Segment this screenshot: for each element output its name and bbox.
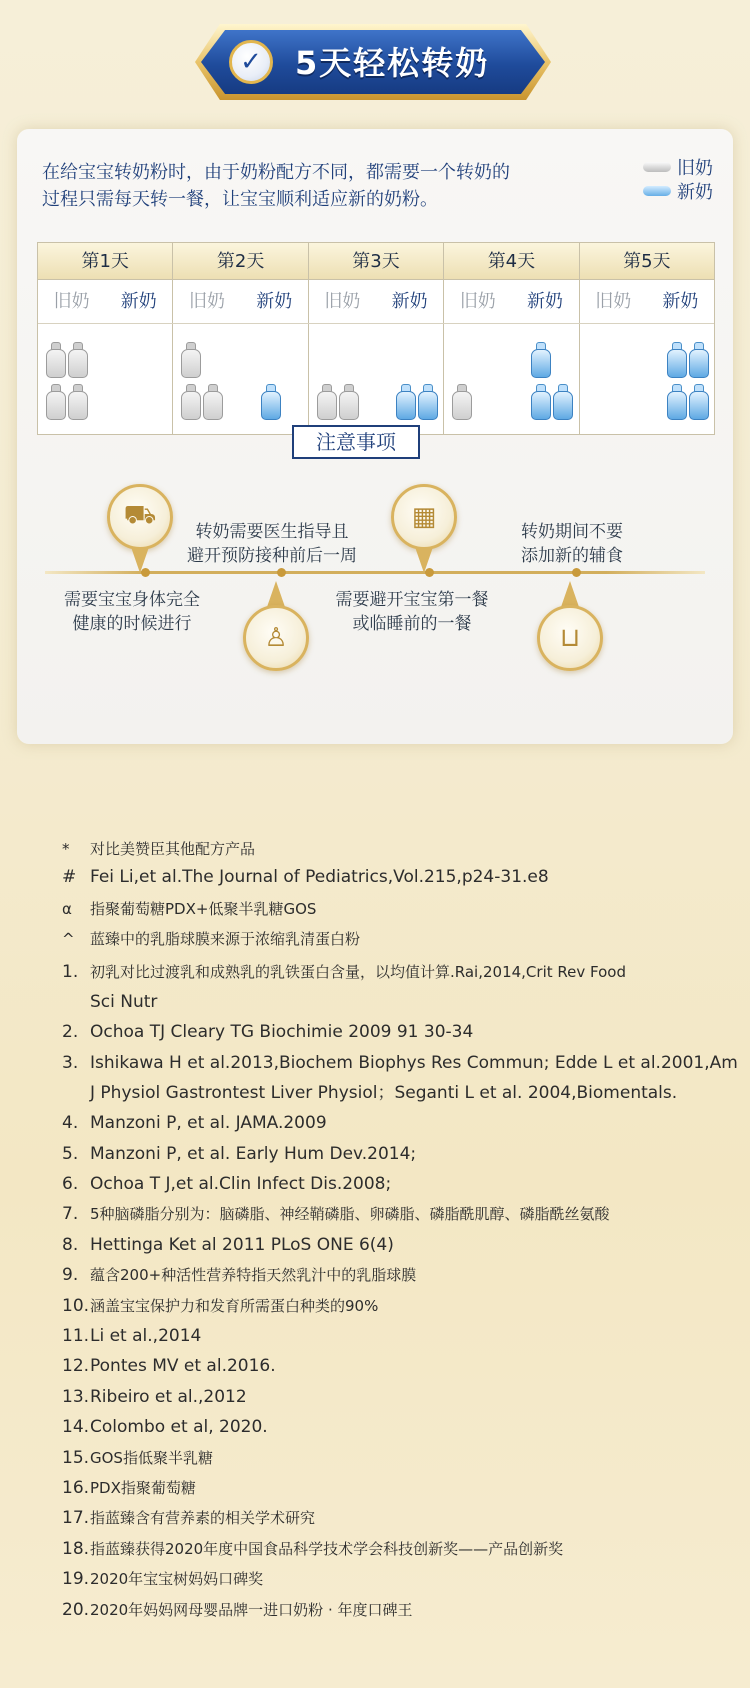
reference-text: GOS指低聚半乳糖 — [90, 1448, 213, 1467]
old-milk-label: 旧奶 — [595, 291, 632, 312]
reference-text: Ishikawa H et al.2013,Biochem Biophys Res Commun; Edde L et al.2001,Am — [90, 1052, 738, 1073]
new-bottles — [241, 324, 308, 434]
day-bottles-cell — [444, 324, 579, 434]
crib-icon: ▦ — [391, 484, 457, 574]
note-4-line1: 转奶期间不要 — [521, 522, 623, 542]
reference-number: 9. — [62, 1265, 79, 1286]
reference-text: Manzoni P, et al. JAMA.2009 — [90, 1113, 327, 1134]
intro-text: 在给宝宝转奶粉时，由于奶粉配方不同，都需要一个转奶的过程只需每天转一餐，让宝宝顺利适应新的奶粉。 — [42, 162, 510, 210]
bottle-row — [38, 324, 714, 434]
day-header: 第4天 — [444, 243, 579, 279]
old-milk-label: 旧奶 — [324, 291, 361, 312]
footnote-mark: α — [62, 900, 72, 918]
reference-item — [62, 1169, 391, 1199]
new-milk-label: 新奶 — [120, 291, 157, 312]
new-bottles — [376, 324, 443, 434]
legend-new-label: 新奶 — [677, 182, 713, 203]
old-milk-label: 旧奶 — [189, 291, 225, 312]
reference-number: 12. — [62, 1356, 90, 1377]
old-milk-bottle-icon — [203, 384, 223, 420]
day-subheader — [309, 280, 444, 323]
sippy-cup-icon: ⊔ — [537, 581, 603, 671]
reference-item — [62, 1534, 563, 1564]
old-milk-bottle-icon — [339, 384, 359, 420]
reference-number: 17. — [62, 1508, 90, 1529]
footnote-mark: # — [62, 867, 77, 887]
reference-number: 11. — [62, 1326, 90, 1346]
reference-item — [62, 1564, 263, 1594]
reference-text-cont: Sci Nutr — [90, 992, 158, 1012]
old-milk-bottle-icon — [181, 384, 201, 420]
day-header: 第1天 — [38, 243, 173, 279]
legend-old — [643, 155, 713, 179]
new-milk-bottle-icon — [667, 384, 687, 420]
legend — [643, 155, 713, 203]
reference-number: 20. — [62, 1599, 90, 1620]
reference-text: Pontes MV et al.2016. — [90, 1356, 276, 1377]
note-2-line2: 避开预防接种前后一周 — [187, 546, 357, 566]
day-bottles-cell — [580, 324, 714, 434]
day-header: 第5天 — [623, 251, 671, 272]
reference-item — [62, 957, 626, 1017]
schedule-table — [37, 242, 715, 435]
reference-item — [62, 1199, 610, 1229]
old-bottles — [444, 324, 511, 434]
reference-item — [62, 1412, 268, 1442]
day-header: 第3天 — [309, 243, 444, 279]
reference-item — [62, 1351, 276, 1381]
reference-text: Hettinga Ket al 2011 PLoS ONE 6(4) — [90, 1234, 394, 1255]
reference-item — [62, 1443, 213, 1473]
footnote — [62, 898, 316, 919]
old-milk-label: 旧奶 — [53, 291, 90, 312]
reference-text: Li et al.,2014 — [90, 1326, 202, 1346]
day-header: 第2天 — [173, 243, 308, 279]
note-2 — [177, 520, 367, 568]
reference-item — [62, 1230, 394, 1260]
reference-item — [62, 1503, 315, 1533]
new-milk-label: 新奶 — [662, 291, 699, 312]
reference-number: 6. — [62, 1174, 79, 1194]
old-milk-label: 旧奶 — [459, 291, 496, 312]
timeline-dot — [572, 568, 581, 577]
reference-number: 7. — [62, 1204, 79, 1225]
note-1-line1: 需要宝宝身体完全 — [64, 590, 200, 610]
reference-item — [62, 1260, 416, 1290]
doctor-icon: ♙ — [243, 581, 309, 671]
reference-item — [62, 1473, 196, 1503]
new-milk-label: 新奶 — [256, 291, 293, 312]
reference-text: 涵盖宝宝保护力和发育所需蛋白种类的90% — [90, 1296, 379, 1315]
new-milk-bottle-icon — [553, 384, 573, 420]
reference-text: 指蓝臻含有营养素的相关学术研究 — [90, 1509, 316, 1528]
reference-text: 2020年宝宝树妈妈口碑奖 — [90, 1570, 264, 1589]
reference-text: Ribeiro et al.,2012 — [90, 1386, 247, 1407]
notes-title: 注意事项 — [292, 425, 420, 459]
reference-text-cont: J Physiol Gastrontest Liver Physiol；Seganti L et al. 2004,Biomentals. — [90, 1082, 678, 1103]
day-bottles-cell — [309, 324, 444, 434]
footnote — [62, 867, 549, 887]
reference-text: Ochoa T J,et al.Clin Infect Dis.2008; — [90, 1174, 392, 1194]
reference-text: 5种脑磷脂分别为：脑磷脂、神经鞘磷脂、卵磷脂、磷脂酰肌醇、磷脂酰丝氨酸 — [90, 1205, 610, 1224]
note-4 — [477, 520, 667, 568]
reference-number: 15. — [62, 1447, 90, 1468]
new-bottles — [511, 324, 578, 434]
old-milk-bottle-icon — [46, 384, 66, 420]
note-3-line2: 或临睡前的一餐 — [352, 614, 472, 634]
reference-number: 10. — [62, 1295, 90, 1316]
new-milk-bottle-icon — [261, 384, 281, 420]
old-bottles — [38, 324, 105, 434]
new-milk-bottle-icon — [396, 384, 416, 420]
new-bottles — [105, 324, 172, 434]
legend-old-label: 旧奶 — [677, 158, 713, 179]
day-bottles-cell — [38, 324, 173, 434]
new-milk-bottle-icon — [531, 342, 551, 378]
reference-number: 14. — [62, 1417, 90, 1438]
table-subheader — [38, 280, 714, 324]
stroller-icon: ⛟ — [107, 484, 173, 574]
reference-text: 指蓝臻获得2020年度中国食品科学技术学会科技创新奖——产品创新奖 — [90, 1539, 564, 1558]
reference-number: 5. — [62, 1143, 79, 1164]
day-subheader — [38, 280, 173, 323]
title-banner — [195, 24, 551, 100]
old-milk-bottle-icon — [46, 342, 66, 378]
new-milk-bottle-icon — [418, 384, 438, 420]
old-milk-swatch — [643, 162, 671, 172]
new-milk-swatch — [643, 186, 671, 196]
reference-item — [62, 1108, 327, 1138]
day-subheader — [173, 280, 308, 323]
note-1-line2: 健康的时候进行 — [72, 614, 192, 634]
new-milk-bottle-icon — [689, 384, 709, 420]
reference-number: 18. — [62, 1538, 90, 1559]
reference-number: 3. — [62, 1052, 79, 1073]
transition-card — [17, 129, 733, 744]
new-milk-bottle-icon — [667, 342, 687, 378]
footnote-text: Fei Li,et al.The Journal of Pediatrics,Vol.215,p24-31.e8 — [90, 867, 549, 887]
reference-number: 8. — [62, 1234, 79, 1255]
footnote-mark: ^ — [62, 930, 75, 948]
note-4-line2: 添加新的辅食 — [521, 546, 623, 566]
reference-item — [62, 1595, 412, 1625]
check-icon: ✓ — [229, 40, 273, 84]
note-3 — [317, 588, 507, 636]
reference-item — [62, 1017, 473, 1047]
old-milk-bottle-icon — [68, 384, 88, 420]
footnote-text: 指聚葡萄糖PDX+低聚半乳糖GOS — [90, 900, 317, 918]
old-milk-bottle-icon — [181, 342, 201, 378]
reference-number: 2. — [62, 1022, 79, 1043]
timeline-dot — [277, 568, 286, 577]
reference-number: 16. — [62, 1478, 90, 1498]
reference-number: 13. — [62, 1386, 90, 1407]
note-3-line1: 需要避开宝宝第一餐 — [335, 590, 489, 610]
reference-text: 初乳对比过渡乳和成熟乳的乳铁蛋白含量，以均值计算.Rai,2014,Crit Rev Food — [90, 963, 626, 981]
day-subheader — [580, 280, 714, 323]
day-subheader — [444, 280, 579, 323]
legend-new — [643, 179, 713, 203]
footnote — [62, 838, 255, 859]
old-bottles — [309, 324, 376, 434]
old-bottles — [173, 324, 240, 434]
reference-text: 蕴含200+种活性营养特指天然乳汁中的乳脂球膜 — [90, 1266, 417, 1285]
reference-number: 4. — [62, 1113, 79, 1134]
reference-text: Ochoa TJ Cleary TG Biochimie 2009 91 30-34 — [90, 1022, 474, 1043]
reference-number: 19. — [62, 1569, 90, 1590]
footnote-mark: * — [62, 840, 70, 858]
reference-item — [62, 1321, 201, 1351]
note-2-line1: 转奶需要医生指导且 — [195, 522, 349, 542]
new-milk-bottle-icon — [689, 342, 709, 378]
banner-title: 5天轻松转奶 — [295, 44, 490, 82]
reference-text: Manzoni P, et al. Early Hum Dev.2014; — [90, 1143, 417, 1164]
day-bottles-cell — [173, 324, 308, 434]
old-milk-bottle-icon — [452, 384, 472, 420]
reference-number: 1. — [62, 962, 79, 982]
new-milk-bottle-icon — [531, 384, 551, 420]
footnote — [62, 928, 360, 949]
new-milk-label: 新奶 — [391, 291, 428, 312]
reference-item — [62, 1382, 247, 1412]
footnote-text: 对比美赞臣其他配方产品 — [90, 840, 256, 858]
old-milk-bottle-icon — [68, 342, 88, 378]
old-milk-bottle-icon — [317, 384, 337, 420]
new-milk-label: 新奶 — [527, 291, 564, 312]
reference-item — [62, 1139, 416, 1169]
reference-text: 2020年妈妈网母婴品牌一进口奶粉 · 年度口碑王 — [90, 1600, 413, 1619]
reference-item — [62, 1291, 378, 1321]
footnote-text: 蓝臻中的乳脂球膜来源于浓缩乳清蛋白粉 — [90, 930, 361, 948]
reference-item — [62, 1048, 738, 1108]
reference-text: PDX指聚葡萄糖 — [90, 1479, 196, 1497]
reference-text: Colombo et al, 2020. — [90, 1417, 268, 1438]
note-1 — [47, 588, 217, 636]
new-bottles — [647, 324, 714, 434]
table-header — [38, 243, 714, 280]
old-bottles — [580, 324, 647, 434]
